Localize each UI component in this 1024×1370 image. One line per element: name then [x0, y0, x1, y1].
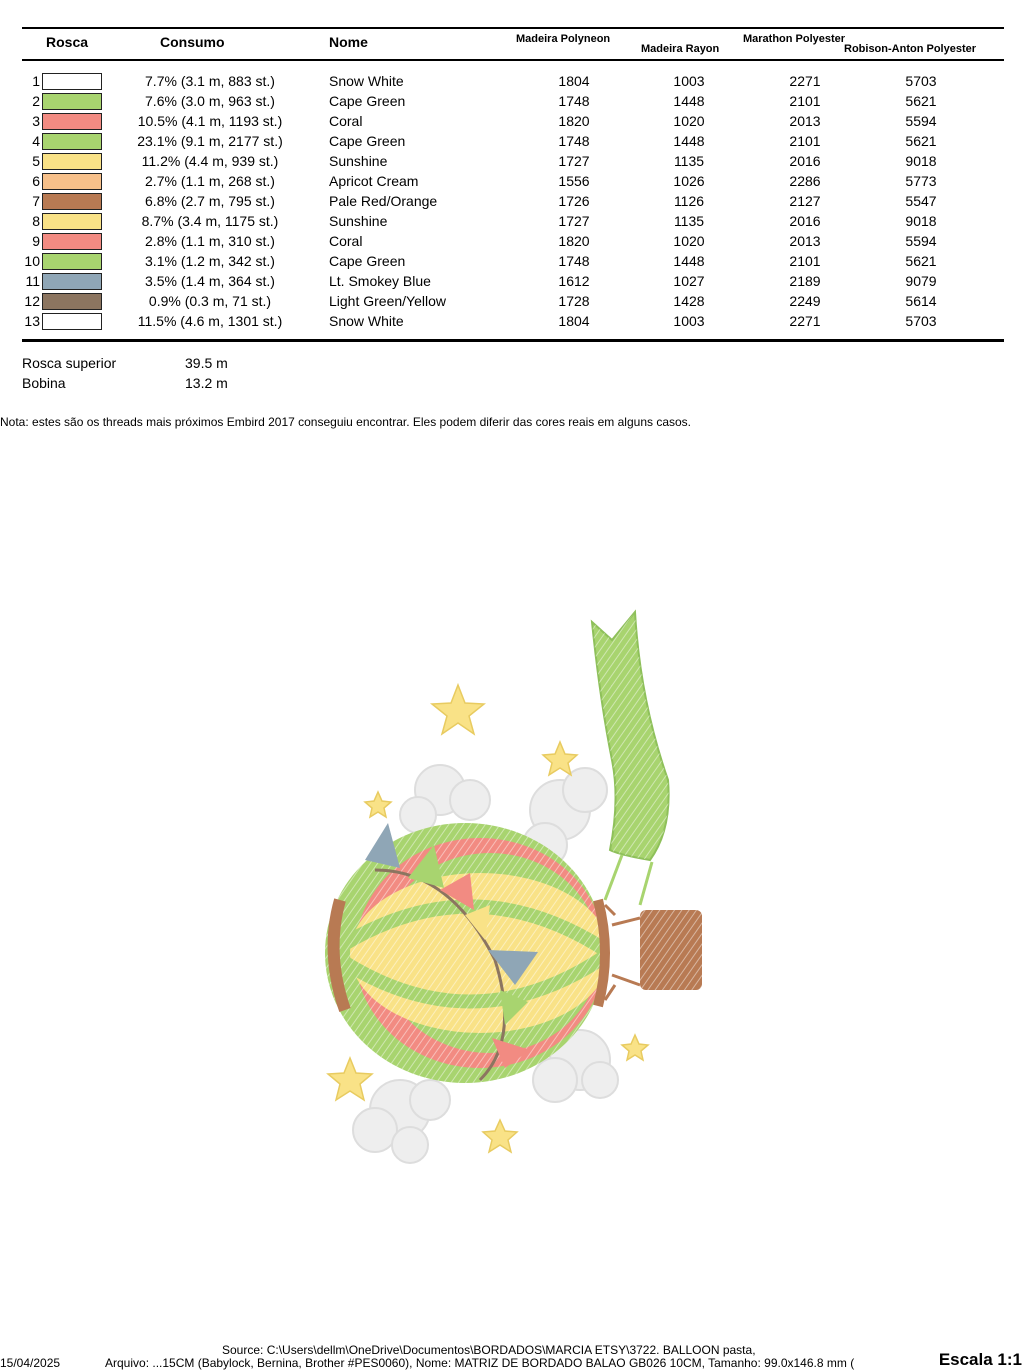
- footer-date: 15/04/2025: [0, 1356, 61, 1370]
- table-row: [0, 192, 1024, 212]
- thread-consumo: 10.5% (4.1 m, 1193 st.): [137, 113, 283, 129]
- madeira-rayon-code: 1448: [673, 133, 705, 149]
- table-header-rule: [22, 59, 1004, 61]
- thread-number: 11: [25, 273, 40, 289]
- thread-number: 12: [24, 293, 40, 309]
- robison-code: 5594: [905, 233, 937, 249]
- thread-name: Light Green/Yellow: [329, 293, 447, 309]
- color-swatch: [42, 173, 102, 190]
- basket-icon: [605, 905, 702, 1000]
- color-swatch: [42, 153, 102, 170]
- thread-number: 3: [32, 113, 40, 129]
- madeira-rayon-code: 1020: [673, 233, 705, 249]
- madeira-polyneon-code: 1748: [558, 93, 590, 109]
- thread-name: Apricot Cream: [329, 173, 419, 189]
- madeira-rayon-code: 1448: [673, 93, 705, 109]
- thread-consumo: 23.1% (9.1 m, 2177 st.): [137, 133, 283, 149]
- thread-name: Sunshine: [329, 153, 388, 169]
- color-swatch: [42, 213, 102, 230]
- thread-name: Coral: [329, 113, 363, 129]
- table-row: [0, 152, 1024, 172]
- marathon-code: 2286: [789, 173, 821, 189]
- thread-name: Sunshine: [329, 213, 388, 229]
- color-swatch: [42, 93, 102, 110]
- madeira-rayon-code: 1135: [673, 153, 705, 169]
- header-madeira-rayon: Madeira Rayon: [641, 43, 720, 55]
- madeira-rayon-code: 1428: [673, 293, 705, 309]
- color-swatch: [42, 113, 102, 130]
- madeira-polyneon-code: 1726: [558, 193, 590, 209]
- table-row: [0, 312, 1024, 332]
- header-nome: Nome: [329, 34, 368, 50]
- thread-number: 9: [32, 233, 40, 249]
- madeira-rayon-code: 1448: [673, 253, 705, 269]
- marathon-code: 2127: [789, 193, 821, 209]
- marathon-code: 2271: [789, 313, 821, 329]
- marathon-code: 2013: [789, 233, 821, 249]
- madeira-polyneon-code: 1727: [558, 213, 590, 229]
- table-bottom-rule: [22, 339, 1004, 342]
- thread-name: Snow White: [329, 73, 404, 89]
- madeira-polyneon-code: 1820: [558, 113, 590, 129]
- color-swatch: [42, 253, 102, 270]
- thread-number: 7: [32, 193, 40, 209]
- thread-name: Coral: [329, 233, 363, 249]
- robison-code: 9018: [905, 153, 937, 169]
- thread-name: Cape Green: [329, 133, 406, 149]
- madeira-rayon-code: 1020: [673, 113, 705, 129]
- madeira-rayon-code: 1135: [673, 213, 705, 229]
- table-row: [0, 232, 1024, 252]
- rosca-superior-value: 39.5 m: [185, 355, 228, 371]
- robison-code: 9018: [905, 213, 937, 229]
- thread-number: 4: [32, 133, 40, 149]
- color-swatch: [42, 73, 102, 90]
- marathon-code: 2249: [789, 293, 821, 309]
- thread-table: [0, 72, 1024, 332]
- robison-code: 5773: [905, 173, 937, 189]
- bobina-label: Bobina: [22, 375, 66, 391]
- madeira-polyneon-code: 1804: [558, 313, 590, 329]
- thread-consumo: 7.7% (3.1 m, 883 st.): [145, 73, 275, 89]
- thread-consumo: 8.7% (3.4 m, 1175 st.): [141, 213, 279, 229]
- robison-code: 5547: [905, 193, 937, 209]
- marathon-code: 2101: [789, 133, 821, 149]
- thread-number: 13: [24, 313, 40, 329]
- color-swatch: [42, 133, 102, 150]
- table-row: [0, 292, 1024, 312]
- header-consumo: Consumo: [160, 34, 225, 50]
- madeira-rayon-code: 1003: [673, 73, 705, 89]
- table-row: [0, 252, 1024, 272]
- thread-name: Snow White: [329, 313, 404, 329]
- thread-consumo: 3.1% (1.2 m, 342 st.): [145, 253, 275, 269]
- thread-note: Nota: estes são os threads mais próximos Embird 2017 conseguiu encontrar. Eles podem diferir das cores reais em alguns casos.: [0, 415, 692, 429]
- thread-consumo: 2.8% (1.1 m, 310 st.): [145, 233, 275, 249]
- marathon-code: 2101: [789, 253, 821, 269]
- thread-consumo: 6.8% (2.7 m, 795 st.): [145, 193, 275, 209]
- scale-label: Escala 1:1: [938, 1350, 1022, 1369]
- thread-consumo: 3.5% (1.4 m, 364 st.): [145, 273, 275, 289]
- thread-number: 8: [32, 213, 40, 229]
- madeira-rayon-code: 1003: [673, 313, 705, 329]
- madeira-polyneon-code: 1728: [558, 293, 590, 309]
- madeira-polyneon-code: 1804: [558, 73, 590, 89]
- madeira-rayon-code: 1126: [673, 193, 705, 209]
- marathon-code: 2013: [789, 113, 821, 129]
- madeira-rayon-code: 1027: [673, 273, 705, 289]
- marathon-code: 2271: [789, 73, 821, 89]
- robison-code: 5614: [905, 293, 937, 309]
- thread-number: 5: [32, 153, 40, 169]
- thread-name: Lt. Smokey Blue: [329, 273, 431, 289]
- header-rosca: Rosca: [46, 34, 89, 50]
- header-madeira-polyneon: Madeira Polyneon: [516, 33, 611, 45]
- hot-air-balloon-embroidery-icon: [0, 440, 1024, 1200]
- thread-number: 2: [32, 93, 40, 109]
- thread-name: Cape Green: [329, 253, 406, 269]
- robison-code: 5703: [905, 73, 937, 89]
- rosca-superior-label: Rosca superior: [22, 355, 117, 371]
- thread-number: 1: [32, 73, 40, 89]
- thread-consumo: 11.5% (4.6 m, 1301 st.): [137, 313, 283, 329]
- banner-icon: [592, 612, 669, 905]
- thread-consumo: 0.9% (0.3 m, 71 st.): [148, 293, 272, 309]
- madeira-polyneon-code: 1820: [558, 233, 590, 249]
- robison-code: 9079: [905, 273, 937, 289]
- robison-code: 5621: [905, 133, 937, 149]
- thread-consumo: 11.2% (4.4 m, 939 st.): [141, 153, 279, 169]
- thread-consumo: 7.6% (3.0 m, 963 st.): [145, 93, 275, 109]
- thread-number: 6: [32, 173, 40, 189]
- color-swatch: [42, 313, 102, 330]
- robison-code: 5621: [905, 93, 937, 109]
- table-row: [0, 132, 1024, 152]
- madeira-polyneon-code: 1727: [558, 153, 590, 169]
- marathon-code: 2016: [789, 153, 821, 169]
- thread-consumo: 2.7% (1.1 m, 268 st.): [145, 173, 275, 189]
- madeira-polyneon-code: 1556: [558, 173, 590, 189]
- thread-number: 10: [24, 253, 40, 269]
- madeira-polyneon-code: 1748: [558, 253, 590, 269]
- footer-source: Source: C:\Users\dellm\OneDrive\Documentos\BORDADOS\MARCIA ETSY\3722. BALLOON pasta,: [222, 1343, 756, 1357]
- madeira-polyneon-code: 1612: [558, 273, 590, 289]
- marathon-code: 2101: [789, 93, 821, 109]
- table-row: [0, 72, 1024, 92]
- table-row: [0, 172, 1024, 192]
- bobina-value: 13.2 m: [185, 375, 228, 391]
- table-row: [0, 92, 1024, 112]
- table-top-rule: [22, 27, 1004, 29]
- color-swatch: [42, 233, 102, 250]
- robison-code: 5594: [905, 113, 937, 129]
- color-swatch: [42, 293, 102, 310]
- marathon-code: 2189: [789, 273, 821, 289]
- footer-arquivo: Arquivo: ...15CM (Babylock, Bernina, Brother #PES0060), Nome: MATRIZ DE BORDADO BALAO GB026 10CM, Tamanho: 99.0x146.8 mm (: [105, 1356, 855, 1370]
- thread-name: Pale Red/Orange: [329, 193, 438, 209]
- table-row: [0, 212, 1024, 232]
- color-swatch: [42, 193, 102, 210]
- robison-code: 5703: [905, 313, 937, 329]
- header-robison: Robison-Anton Polyester: [844, 43, 977, 55]
- marathon-code: 2016: [789, 213, 821, 229]
- robison-code: 5621: [905, 253, 937, 269]
- madeira-rayon-code: 1026: [673, 173, 705, 189]
- color-swatch: [42, 273, 102, 290]
- madeira-polyneon-code: 1748: [558, 133, 590, 149]
- table-row: [0, 272, 1024, 292]
- table-row: [0, 112, 1024, 132]
- thread-name: Cape Green: [329, 93, 406, 109]
- header-marathon: Marathon Polyester: [743, 33, 846, 45]
